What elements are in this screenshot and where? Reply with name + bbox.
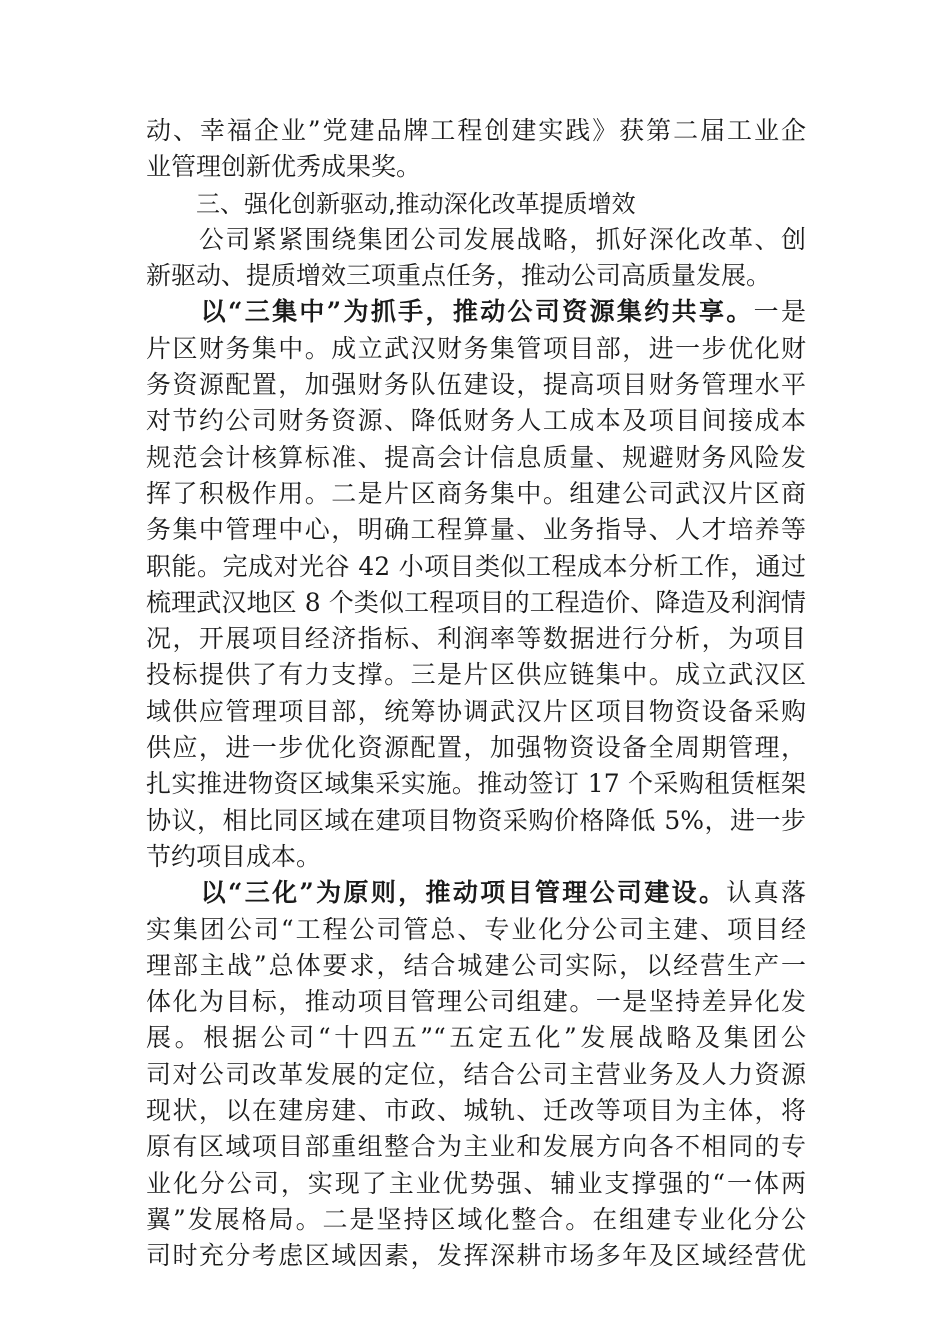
body-line: 片区财务集中。成立武汉财务集管项目部，进一步优化财 [146, 333, 806, 363]
lead-rest: 一是 [753, 297, 806, 327]
body-line: 节约项目成本。 [146, 841, 322, 871]
body-line: 翼”发展格局。二是坚持区域化整合。在组建专业化分公 [146, 1204, 806, 1234]
body-line: 原有区域项目部重组整合为主业和发展方向各不相同的专 [146, 1132, 806, 1162]
body-line: 挥了积极作用。二是片区商务集中。组建公司武汉片区商 [146, 478, 806, 508]
section-heading: 三、强化创新驱动,推动深化改革提质增效 [196, 189, 636, 218]
paragraph-lead-line [146, 294, 806, 330]
body-line: 业管理创新优秀成果奖。 [146, 152, 422, 182]
body-line: 展。根据公司“十四五”“五定五化”发展战略及集团公 [146, 1023, 806, 1053]
bold-lead: 以“三集中”为抓手，推动公司资源集约共享。 [146, 297, 754, 327]
body-line: 现状，以在建房建、市政、城轨、迁改等项目为主体，将 [146, 1096, 806, 1126]
document-page [146, 113, 806, 1275]
body-line: 务资源配置，加强财务队伍建设，提高项目财务管理水平 [146, 370, 806, 400]
body-line: 职能。完成对光谷 42 小项目类似工程成本分析工作，通过 [146, 551, 806, 581]
body-line: 务集中管理中心，明确工程算量、业务指导、人才培养等 [146, 515, 806, 545]
body-line: 理部主战”总体要求，结合城建公司实际，以经营生产一 [146, 950, 806, 980]
body-line: 投标提供了有力支撑。三是片区供应链集中。成立武汉区 [146, 660, 806, 690]
bold-lead: 以“三化”为原则，推动项目管理公司建设。 [146, 878, 727, 908]
body-line: 供应，进一步优化资源配置，加强物资设备全周期管理， [146, 733, 806, 763]
body-line: 况，开展项目经济指标、利润率等数据进行分析，为项目 [146, 624, 806, 654]
body-line: 司时充分考虑区域因素，发挥深耕市场多年及区域经营优 [146, 1241, 806, 1271]
body-line: 对节约公司财务资源、降低财务人工成本及项目间接成本 [146, 406, 806, 436]
body-line: 梳理武汉地区 8 个类似工程项目的工程造价、降造及利润情 [146, 587, 806, 617]
body-line: 实集团公司“工程公司管总、专业化分公司主建、项目经 [146, 914, 806, 944]
body-line: 规范会计核算标准、提高会计信息质量、规避财务风险发 [146, 442, 806, 472]
body-line: 新驱动、提质增效三项重点任务，推动公司高质量发展。 [146, 261, 772, 291]
body-line: 公司紧紧围绕集团公司发展战略，抓好深化改革、创 [146, 224, 806, 254]
body-line: 动、幸福企业”党建品牌工程创建实践》获第二届工业企 [146, 116, 806, 145]
body-line: 司对公司改革发展的定位，结合公司主营业务及人力资源 [146, 1059, 806, 1089]
lead-rest: 认真落 [726, 878, 806, 908]
body-line: 域供应管理项目部，统筹协调武汉片区项目物资设备采购 [146, 696, 806, 726]
body-line: 扎实推进物资区域集采实施。推动签订 17 个采购租赁框架 [146, 769, 806, 799]
paragraph-lead-line [146, 875, 806, 911]
body-line: 协议，相比同区域在建项目物资采购价格降低 5%，进一步 [146, 805, 806, 835]
body-line: 体化为目标，推动项目管理公司组建。一是坚持差异化发 [146, 987, 806, 1017]
body-line: 业化分公司，实现了主业优势强、辅业支撑强的“一体两 [146, 1168, 806, 1198]
